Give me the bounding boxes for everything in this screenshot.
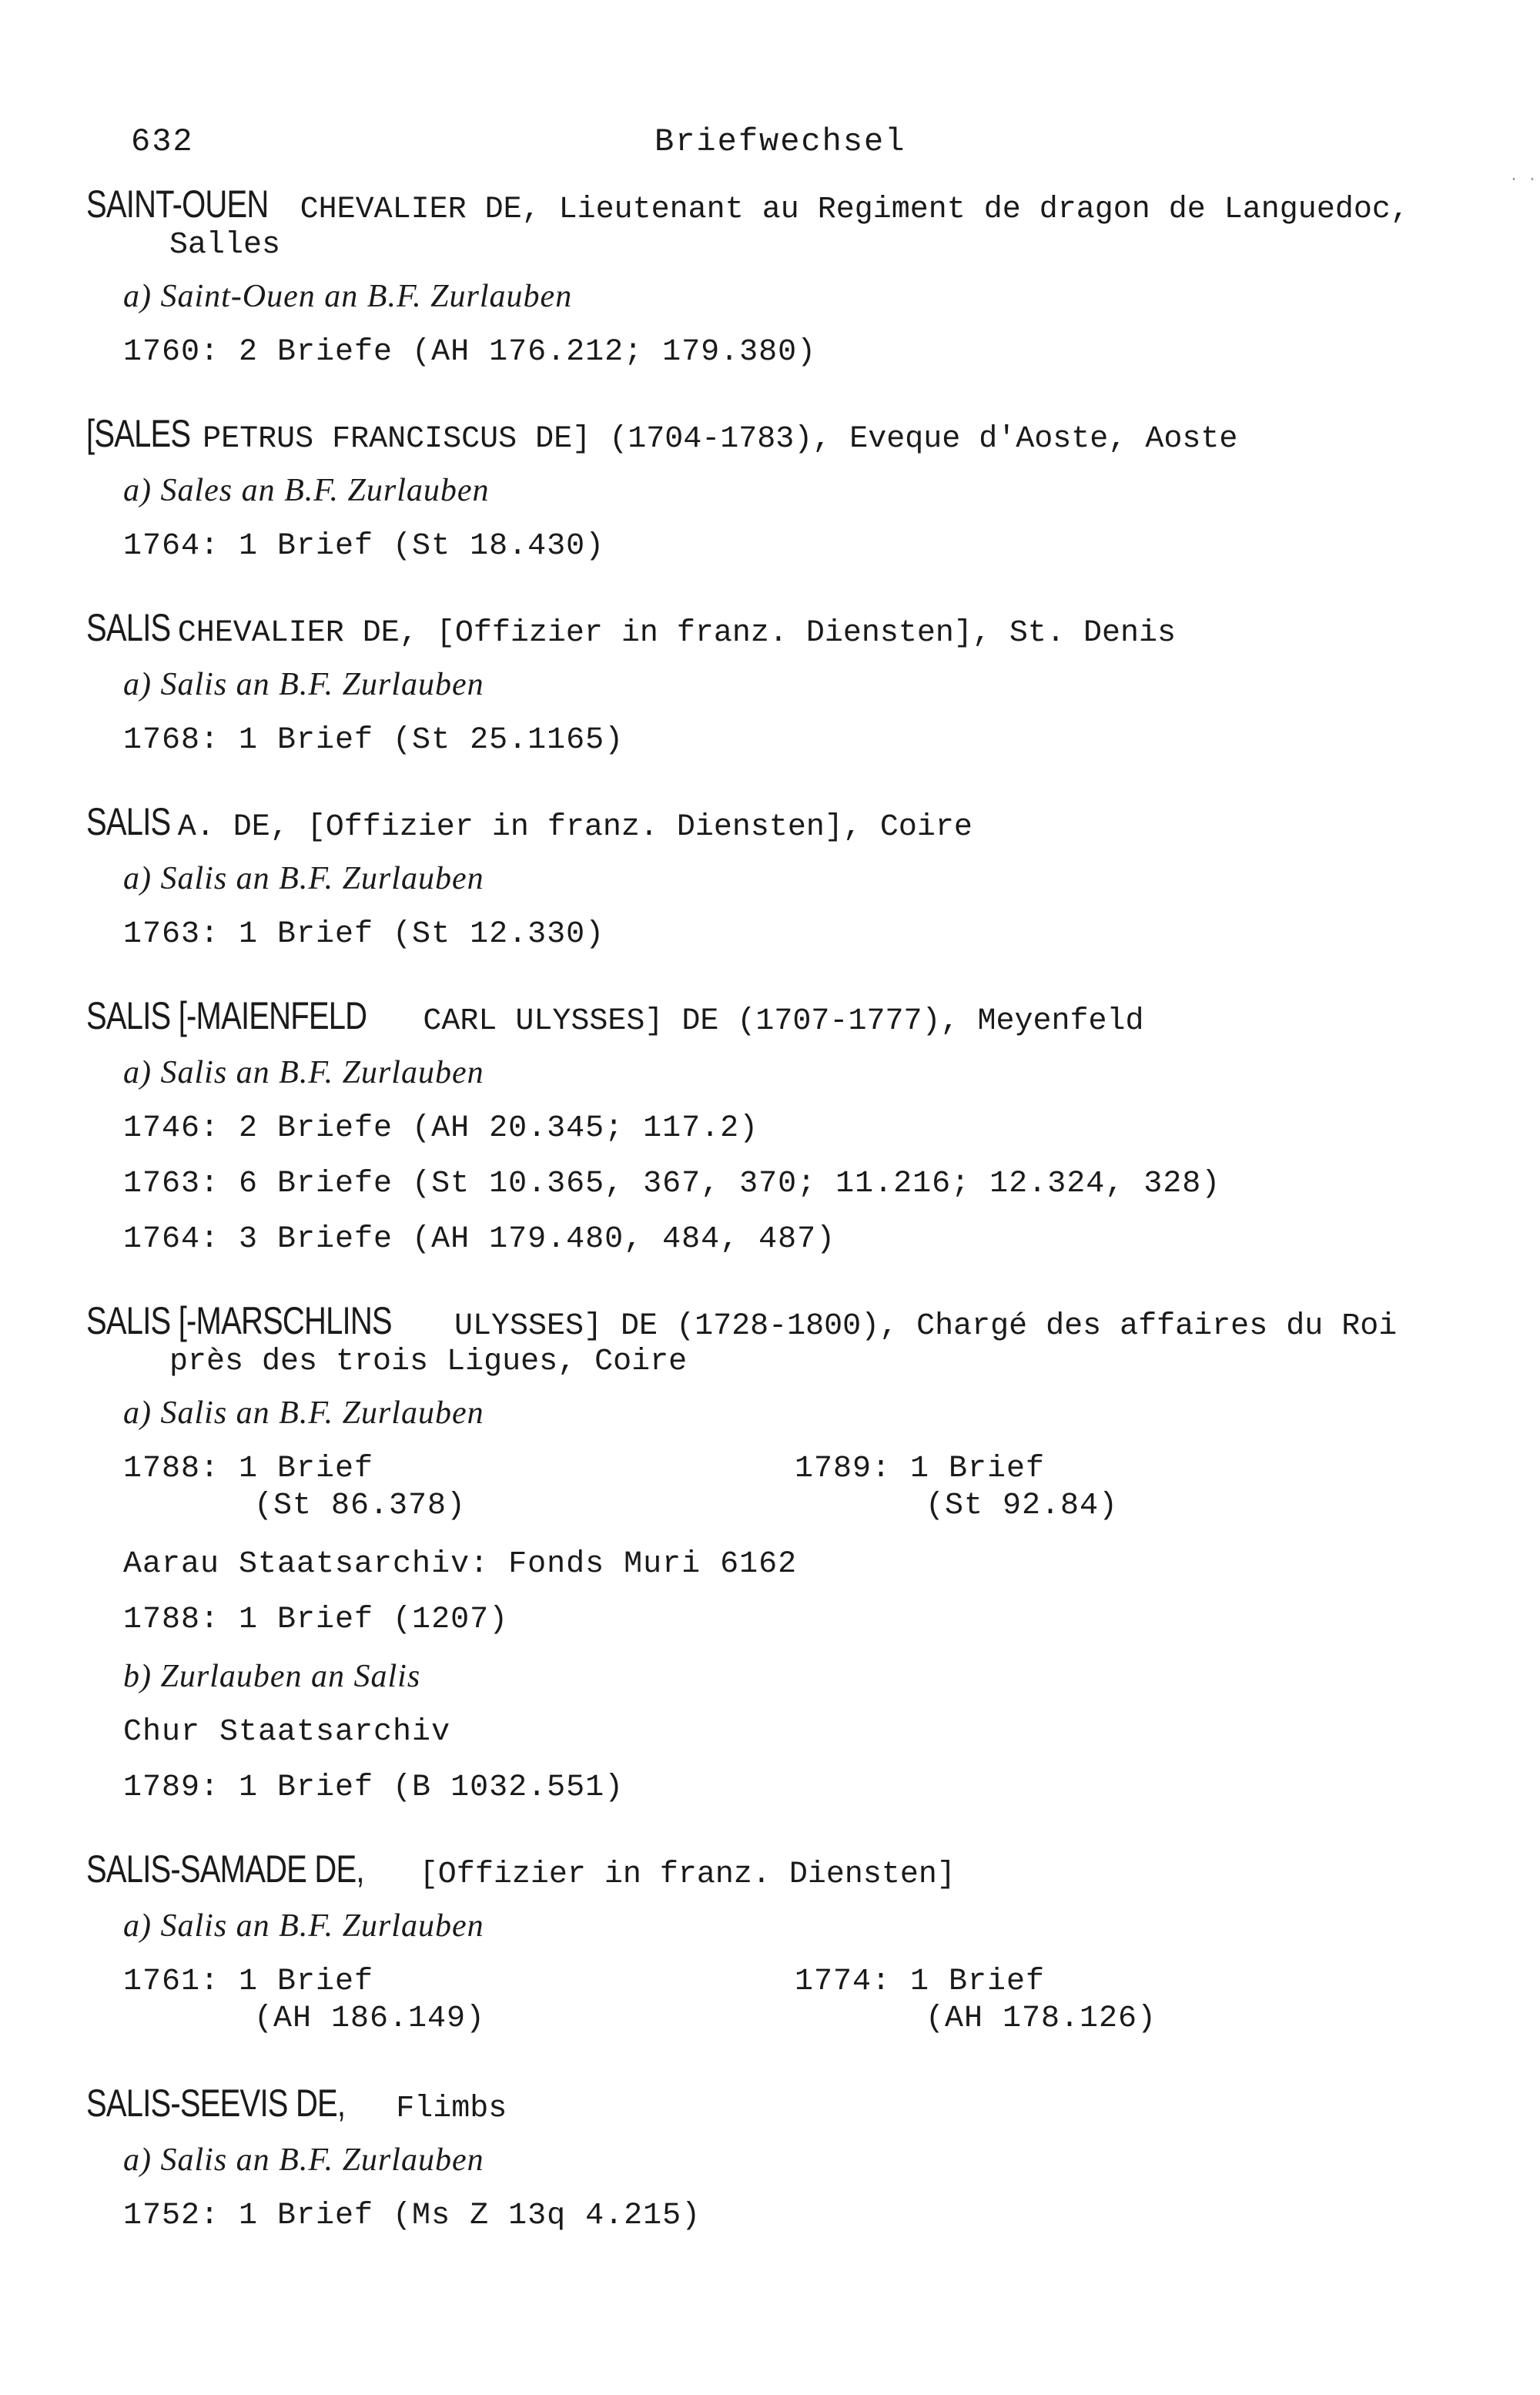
letter-signature: (St 92.84) bbox=[926, 1489, 1119, 1523]
entry-description: CHEVALIER DE, Lieutenant au Regiment de dragon de Languedoc, Salles bbox=[169, 193, 1409, 263]
letter-count: 1788: 1 Brief bbox=[123, 1452, 374, 1486]
entry-name: SALIS-SEEVIS DE, bbox=[86, 2082, 346, 2125]
letter-record: 1763: 6 Briefe (St 10.365, 367, 370; 11.216; 12.324, 328) bbox=[123, 1167, 1221, 1201]
letter-count: 1761: 1 Brief bbox=[123, 1965, 374, 1999]
entry-name: SALIS bbox=[86, 800, 171, 843]
entry bbox=[86, 183, 1463, 371]
correspondence-direction: b) Zurlauben an Salis bbox=[123, 1659, 421, 1694]
letter-records-two-column bbox=[123, 1451, 1463, 1528]
entry-description: CARL ULYSSES] DE (1707-1777), Meyenfeld bbox=[404, 1004, 1144, 1039]
letter-record-left bbox=[123, 1964, 485, 2038]
entry-name: SALIS bbox=[86, 606, 171, 649]
correspondence-direction: a) Salis an B.F. Zurlauben bbox=[123, 1055, 484, 1090]
letter-signature: (AH 186.149) bbox=[254, 2001, 486, 2036]
entry bbox=[86, 606, 1463, 759]
entry-name: SAINT-OUEN bbox=[86, 183, 269, 226]
correspondence-direction: a) Salis an B.F. Zurlauben bbox=[123, 1395, 484, 1431]
entry-description: [Offizier in franz. Diensten] bbox=[400, 1857, 956, 1892]
entry-description: A. DE, [Offizier in franz. Diensten], Coire bbox=[159, 810, 973, 845]
entry-description: ULYSSES] DE (1728-1800), Chargé des affaires du Roi près des trois Ligues, Coire bbox=[169, 1309, 1398, 1379]
entry-heading bbox=[86, 606, 1463, 652]
letter-record-right bbox=[795, 1451, 1118, 1525]
entry-heading bbox=[86, 2082, 1463, 2127]
letter-record: 1788: 1 Brief (1207) bbox=[123, 1603, 509, 1637]
letter-record: 1764: 1 Brief (St 18.430) bbox=[123, 529, 605, 564]
page-number: 632 bbox=[131, 123, 194, 160]
correspondence-direction: a) Salis an B.F. Zurlauben bbox=[123, 1908, 484, 1944]
archive-name: Aarau Staatsarchiv: Fonds Muri 6162 bbox=[123, 1547, 798, 1582]
entry-heading bbox=[86, 1847, 1463, 1893]
letter-record: 1768: 1 Brief (St 25.1165) bbox=[123, 723, 624, 758]
letter-count: 1789: 1 Brief bbox=[795, 1452, 1046, 1486]
entry-name: SALIS-SAMADE DE, bbox=[86, 1847, 364, 1891]
entry bbox=[86, 1299, 1463, 1807]
entry-name: SALIS [-MARSCHLINS bbox=[86, 1299, 392, 1342]
letter-count: 1774: 1 Brief bbox=[795, 1965, 1046, 1999]
letter-records-two-column bbox=[123, 1964, 1463, 2041]
letter-record: 1752: 1 Brief (Ms Z 13q 4.215) bbox=[123, 2199, 701, 2233]
entry bbox=[86, 1847, 1463, 2041]
letter-record: 1764: 3 Briefe (AH 179.480, 484, 487) bbox=[123, 1222, 836, 1257]
entry-heading bbox=[86, 412, 1463, 457]
entry bbox=[86, 800, 1463, 953]
entry bbox=[86, 412, 1463, 565]
letter-record: 1789: 1 Brief (B 1032.551) bbox=[123, 1770, 624, 1805]
correspondence-direction: a) Salis an B.F. Zurlauben bbox=[123, 667, 484, 702]
correspondence-direction: a) Sales an B.F. Zurlauben bbox=[123, 473, 490, 508]
entry-description: CHEVALIER DE, [Offizier in franz. Diensten], St. Denis bbox=[159, 616, 1176, 651]
entry-description: PETRUS FRANCISCUS DE] (1704-1783), Eveque d'Aoste, Aoste bbox=[184, 422, 1238, 457]
letter-record-right bbox=[795, 1964, 1157, 2038]
entry bbox=[86, 2082, 1463, 2235]
running-header bbox=[123, 116, 1463, 177]
entry-description: Flimbs bbox=[377, 2092, 507, 2126]
letter-record: 1760: 2 Briefe (AH 176.212; 179.380) bbox=[123, 335, 817, 370]
entry-name: [SALES bbox=[86, 412, 191, 455]
page-title: Briefwechsel bbox=[654, 123, 906, 160]
letter-signature: (St 86.378) bbox=[254, 1489, 467, 1523]
archive-name: Chur Staatsarchiv bbox=[123, 1715, 451, 1750]
correspondence-direction: a) Salis an B.F. Zurlauben bbox=[123, 861, 484, 896]
correspondence-direction: a) Salis an B.F. Zurlauben bbox=[123, 2142, 484, 2178]
entry bbox=[86, 994, 1463, 1258]
entry-heading bbox=[86, 1299, 1463, 1380]
scan-speck: · · bbox=[1509, 171, 1538, 189]
document-page bbox=[86, 116, 1463, 2235]
letter-record-left bbox=[123, 1451, 466, 1525]
entry-heading bbox=[86, 800, 1463, 846]
entry-name: SALIS [-MAIENFELD bbox=[86, 994, 367, 1037]
entry-heading bbox=[86, 994, 1463, 1040]
letter-record: 1746: 2 Briefe (AH 20.345; 117.2) bbox=[123, 1111, 759, 1146]
letter-signature: (AH 178.126) bbox=[926, 2001, 1157, 2036]
letter-record: 1763: 1 Brief (St 12.330) bbox=[123, 917, 605, 952]
entry-heading bbox=[86, 183, 1463, 263]
correspondence-direction: a) Saint-Ouen an B.F. Zurlauben bbox=[123, 279, 573, 314]
